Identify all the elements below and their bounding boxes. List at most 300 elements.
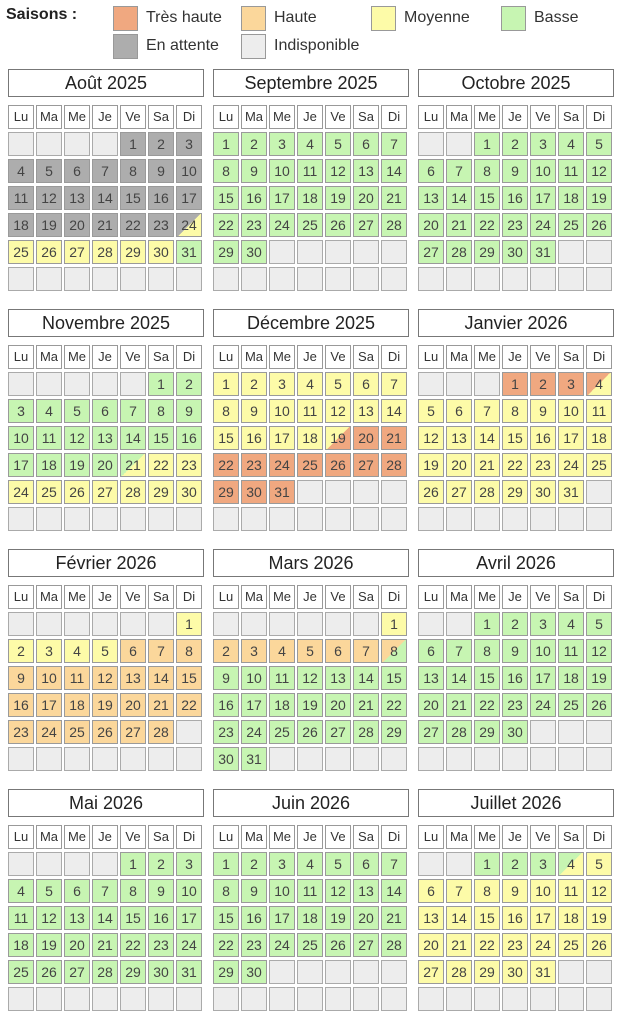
day-cell[interactable]: 26 xyxy=(64,480,90,504)
day-cell[interactable]: 16 xyxy=(530,426,556,450)
day-cell[interactable]: 28 xyxy=(120,480,146,504)
day-cell[interactable]: 20 xyxy=(353,186,379,210)
day-cell[interactable]: 18 xyxy=(297,426,323,450)
day-cell[interactable]: 6 xyxy=(353,132,379,156)
day-cell[interactable]: 14 xyxy=(381,399,407,423)
day-cell[interactable]: 8 xyxy=(381,639,407,663)
day-cell[interactable]: 11 xyxy=(586,399,612,423)
day-cell[interactable]: 16 xyxy=(8,693,34,717)
day-cell[interactable]: 29 xyxy=(213,960,239,984)
day-cell[interactable]: 14 xyxy=(353,666,379,690)
day-cell[interactable]: 17 xyxy=(269,186,295,210)
day-cell[interactable]: 24 xyxy=(530,693,556,717)
day-cell[interactable]: 25 xyxy=(297,453,323,477)
day-cell[interactable]: 2 xyxy=(502,612,528,636)
day-cell[interactable]: 26 xyxy=(586,213,612,237)
day-cell[interactable]: 19 xyxy=(36,213,62,237)
day-cell[interactable]: 26 xyxy=(36,240,62,264)
day-cell[interactable]: 16 xyxy=(241,906,267,930)
day-cell[interactable]: 23 xyxy=(241,453,267,477)
day-cell[interactable]: 11 xyxy=(558,879,584,903)
day-cell[interactable]: 28 xyxy=(446,240,472,264)
day-cell[interactable]: 5 xyxy=(586,852,612,876)
day-cell[interactable]: 9 xyxy=(502,159,528,183)
day-cell[interactable]: 8 xyxy=(148,399,174,423)
day-cell[interactable]: 29 xyxy=(502,480,528,504)
day-cell[interactable]: 19 xyxy=(418,453,444,477)
day-cell[interactable]: 2 xyxy=(8,639,34,663)
day-cell[interactable]: 17 xyxy=(36,693,62,717)
day-cell[interactable]: 14 xyxy=(120,426,146,450)
day-cell[interactable]: 7 xyxy=(446,879,472,903)
day-cell[interactable]: 13 xyxy=(120,666,146,690)
day-cell[interactable]: 25 xyxy=(586,453,612,477)
day-cell[interactable]: 15 xyxy=(120,906,146,930)
day-cell[interactable]: 10 xyxy=(176,879,202,903)
day-cell[interactable]: 10 xyxy=(36,666,62,690)
day-cell[interactable]: 24 xyxy=(530,933,556,957)
day-cell[interactable]: 25 xyxy=(297,213,323,237)
day-cell[interactable]: 1 xyxy=(474,612,500,636)
day-cell[interactable]: 17 xyxy=(530,666,556,690)
day-cell[interactable]: 22 xyxy=(474,933,500,957)
day-cell[interactable]: 27 xyxy=(120,720,146,744)
day-cell[interactable]: 25 xyxy=(64,720,90,744)
day-cell[interactable]: 14 xyxy=(381,879,407,903)
day-cell[interactable]: 29 xyxy=(120,960,146,984)
day-cell[interactable]: 16 xyxy=(241,426,267,450)
day-cell[interactable]: 15 xyxy=(213,186,239,210)
day-cell[interactable]: 12 xyxy=(325,879,351,903)
day-cell[interactable]: 24 xyxy=(269,933,295,957)
day-cell[interactable]: 10 xyxy=(530,159,556,183)
day-cell[interactable]: 13 xyxy=(418,666,444,690)
day-cell[interactable]: 2 xyxy=(176,372,202,396)
day-cell[interactable]: 19 xyxy=(325,426,351,450)
day-cell[interactable]: 1 xyxy=(474,132,500,156)
day-cell[interactable]: 1 xyxy=(176,612,202,636)
day-cell[interactable]: 22 xyxy=(148,453,174,477)
day-cell[interactable]: 13 xyxy=(418,186,444,210)
day-cell[interactable]: 23 xyxy=(148,213,174,237)
day-cell[interactable]: 30 xyxy=(530,480,556,504)
day-cell[interactable]: 11 xyxy=(64,666,90,690)
day-cell[interactable]: 24 xyxy=(241,720,267,744)
day-cell[interactable]: 12 xyxy=(586,879,612,903)
day-cell[interactable]: 30 xyxy=(213,747,239,771)
day-cell[interactable]: 20 xyxy=(446,453,472,477)
day-cell[interactable]: 22 xyxy=(213,213,239,237)
day-cell[interactable]: 5 xyxy=(325,132,351,156)
day-cell[interactable]: 28 xyxy=(474,480,500,504)
day-cell[interactable]: 3 xyxy=(269,132,295,156)
day-cell[interactable]: 3 xyxy=(36,639,62,663)
day-cell[interactable]: 10 xyxy=(269,159,295,183)
day-cell[interactable]: 20 xyxy=(64,933,90,957)
day-cell[interactable]: 17 xyxy=(241,693,267,717)
day-cell[interactable]: 13 xyxy=(446,426,472,450)
day-cell[interactable]: 4 xyxy=(269,639,295,663)
day-cell[interactable]: 3 xyxy=(530,612,556,636)
day-cell[interactable]: 24 xyxy=(8,480,34,504)
day-cell[interactable]: 9 xyxy=(148,159,174,183)
day-cell[interactable]: 9 xyxy=(176,399,202,423)
day-cell[interactable]: 11 xyxy=(297,879,323,903)
day-cell[interactable]: 8 xyxy=(176,639,202,663)
day-cell[interactable]: 15 xyxy=(176,666,202,690)
day-cell[interactable]: 26 xyxy=(325,933,351,957)
day-cell[interactable]: 4 xyxy=(297,372,323,396)
day-cell[interactable]: 18 xyxy=(297,906,323,930)
day-cell[interactable]: 22 xyxy=(120,933,146,957)
day-cell[interactable]: 5 xyxy=(586,612,612,636)
day-cell[interactable]: 6 xyxy=(418,639,444,663)
day-cell[interactable]: 5 xyxy=(325,372,351,396)
day-cell[interactable]: 2 xyxy=(148,852,174,876)
day-cell[interactable]: 4 xyxy=(36,399,62,423)
day-cell[interactable]: 16 xyxy=(176,426,202,450)
day-cell[interactable]: 7 xyxy=(353,639,379,663)
day-cell[interactable]: 17 xyxy=(176,906,202,930)
day-cell[interactable]: 11 xyxy=(297,159,323,183)
day-cell[interactable]: 29 xyxy=(213,480,239,504)
day-cell[interactable]: 24 xyxy=(176,933,202,957)
day-cell[interactable]: 24 xyxy=(530,213,556,237)
day-cell[interactable]: 31 xyxy=(176,240,202,264)
day-cell[interactable]: 19 xyxy=(325,906,351,930)
day-cell[interactable]: 28 xyxy=(446,960,472,984)
day-cell[interactable]: 6 xyxy=(325,639,351,663)
day-cell[interactable]: 12 xyxy=(64,426,90,450)
day-cell[interactable]: 28 xyxy=(92,240,118,264)
day-cell[interactable]: 15 xyxy=(213,426,239,450)
day-cell[interactable]: 20 xyxy=(418,933,444,957)
day-cell[interactable]: 2 xyxy=(213,639,239,663)
day-cell[interactable]: 17 xyxy=(176,186,202,210)
day-cell[interactable]: 22 xyxy=(120,213,146,237)
day-cell[interactable]: 1 xyxy=(213,132,239,156)
day-cell[interactable]: 19 xyxy=(36,933,62,957)
day-cell[interactable]: 10 xyxy=(530,639,556,663)
day-cell[interactable]: 6 xyxy=(64,159,90,183)
day-cell[interactable]: 27 xyxy=(325,720,351,744)
day-cell[interactable]: 21 xyxy=(381,186,407,210)
day-cell[interactable]: 7 xyxy=(446,159,472,183)
day-cell[interactable]: 7 xyxy=(381,132,407,156)
day-cell[interactable]: 18 xyxy=(586,426,612,450)
day-cell[interactable]: 23 xyxy=(176,453,202,477)
day-cell[interactable]: 12 xyxy=(36,906,62,930)
day-cell[interactable]: 27 xyxy=(418,240,444,264)
day-cell[interactable]: 27 xyxy=(418,720,444,744)
day-cell[interactable]: 18 xyxy=(297,186,323,210)
day-cell[interactable]: 9 xyxy=(241,159,267,183)
day-cell[interactable]: 6 xyxy=(120,639,146,663)
day-cell[interactable]: 6 xyxy=(446,399,472,423)
day-cell[interactable]: 18 xyxy=(36,453,62,477)
day-cell[interactable]: 26 xyxy=(586,693,612,717)
day-cell[interactable]: 27 xyxy=(353,453,379,477)
day-cell[interactable]: 1 xyxy=(120,852,146,876)
day-cell[interactable]: 22 xyxy=(474,213,500,237)
day-cell[interactable]: 14 xyxy=(446,666,472,690)
day-cell[interactable]: 24 xyxy=(36,720,62,744)
day-cell[interactable]: 2 xyxy=(502,852,528,876)
day-cell[interactable]: 18 xyxy=(558,666,584,690)
day-cell[interactable]: 25 xyxy=(269,720,295,744)
day-cell[interactable]: 25 xyxy=(558,693,584,717)
day-cell[interactable]: 20 xyxy=(353,906,379,930)
day-cell[interactable]: 20 xyxy=(325,693,351,717)
day-cell[interactable]: 6 xyxy=(418,159,444,183)
day-cell[interactable]: 20 xyxy=(353,426,379,450)
day-cell[interactable]: 11 xyxy=(269,666,295,690)
day-cell[interactable]: 19 xyxy=(325,186,351,210)
day-cell[interactable]: 9 xyxy=(148,879,174,903)
day-cell[interactable]: 27 xyxy=(64,240,90,264)
day-cell[interactable]: 8 xyxy=(213,159,239,183)
day-cell[interactable]: 29 xyxy=(474,960,500,984)
day-cell[interactable]: 4 xyxy=(8,159,34,183)
day-cell[interactable]: 21 xyxy=(381,426,407,450)
day-cell[interactable]: 7 xyxy=(92,159,118,183)
day-cell[interactable]: 8 xyxy=(502,399,528,423)
day-cell[interactable]: 22 xyxy=(213,453,239,477)
day-cell[interactable]: 11 xyxy=(558,639,584,663)
day-cell[interactable]: 13 xyxy=(353,879,379,903)
day-cell[interactable]: 30 xyxy=(241,240,267,264)
day-cell[interactable]: 1 xyxy=(148,372,174,396)
day-cell[interactable]: 19 xyxy=(586,666,612,690)
day-cell[interactable]: 12 xyxy=(586,639,612,663)
day-cell[interactable]: 27 xyxy=(64,960,90,984)
day-cell[interactable]: 16 xyxy=(502,186,528,210)
day-cell[interactable]: 6 xyxy=(92,399,118,423)
day-cell[interactable]: 2 xyxy=(148,132,174,156)
day-cell[interactable]: 18 xyxy=(269,693,295,717)
day-cell[interactable]: 8 xyxy=(213,399,239,423)
day-cell[interactable]: 26 xyxy=(36,960,62,984)
day-cell[interactable]: 22 xyxy=(176,693,202,717)
day-cell[interactable]: 22 xyxy=(474,693,500,717)
day-cell[interactable]: 15 xyxy=(474,906,500,930)
day-cell[interactable]: 23 xyxy=(148,933,174,957)
day-cell[interactable]: 9 xyxy=(502,639,528,663)
day-cell[interactable]: 25 xyxy=(297,933,323,957)
day-cell[interactable]: 11 xyxy=(36,426,62,450)
day-cell[interactable]: 8 xyxy=(474,159,500,183)
day-cell[interactable]: 29 xyxy=(120,240,146,264)
day-cell[interactable]: 31 xyxy=(530,240,556,264)
day-cell[interactable]: 10 xyxy=(269,399,295,423)
day-cell[interactable]: 7 xyxy=(381,852,407,876)
day-cell[interactable]: 15 xyxy=(381,666,407,690)
day-cell[interactable]: 24 xyxy=(269,453,295,477)
day-cell[interactable]: 30 xyxy=(241,960,267,984)
day-cell[interactable]: 13 xyxy=(92,426,118,450)
day-cell[interactable]: 4 xyxy=(558,612,584,636)
day-cell[interactable]: 4 xyxy=(297,852,323,876)
day-cell[interactable]: 3 xyxy=(269,852,295,876)
day-cell[interactable]: 10 xyxy=(241,666,267,690)
day-cell[interactable]: 25 xyxy=(36,480,62,504)
day-cell[interactable]: 21 xyxy=(446,933,472,957)
day-cell[interactable]: 14 xyxy=(92,186,118,210)
day-cell[interactable]: 7 xyxy=(148,639,174,663)
day-cell[interactable]: 31 xyxy=(269,480,295,504)
day-cell[interactable]: 10 xyxy=(558,399,584,423)
day-cell[interactable]: 31 xyxy=(558,480,584,504)
day-cell[interactable]: 15 xyxy=(120,186,146,210)
day-cell[interactable]: 5 xyxy=(64,399,90,423)
day-cell[interactable]: 27 xyxy=(446,480,472,504)
day-cell[interactable]: 17 xyxy=(269,426,295,450)
day-cell[interactable]: 12 xyxy=(297,666,323,690)
day-cell[interactable]: 17 xyxy=(558,426,584,450)
day-cell[interactable]: 31 xyxy=(241,747,267,771)
day-cell[interactable]: 30 xyxy=(241,480,267,504)
day-cell[interactable]: 6 xyxy=(64,879,90,903)
day-cell[interactable]: 24 xyxy=(558,453,584,477)
day-cell[interactable]: 14 xyxy=(446,906,472,930)
day-cell[interactable]: 13 xyxy=(64,186,90,210)
day-cell[interactable]: 8 xyxy=(213,879,239,903)
day-cell[interactable]: 11 xyxy=(8,186,34,210)
day-cell[interactable]: 8 xyxy=(120,159,146,183)
day-cell[interactable]: 5 xyxy=(36,159,62,183)
day-cell[interactable]: 16 xyxy=(148,186,174,210)
day-cell[interactable]: 21 xyxy=(353,693,379,717)
day-cell[interactable]: 20 xyxy=(120,693,146,717)
day-cell[interactable]: 6 xyxy=(353,852,379,876)
day-cell[interactable]: 7 xyxy=(120,399,146,423)
day-cell[interactable]: 23 xyxy=(241,933,267,957)
day-cell[interactable]: 19 xyxy=(586,186,612,210)
day-cell[interactable]: 31 xyxy=(530,960,556,984)
day-cell[interactable]: 13 xyxy=(418,906,444,930)
day-cell[interactable]: 7 xyxy=(381,372,407,396)
day-cell[interactable]: 21 xyxy=(446,213,472,237)
day-cell[interactable]: 22 xyxy=(502,453,528,477)
day-cell[interactable]: 26 xyxy=(92,720,118,744)
day-cell[interactable]: 12 xyxy=(325,159,351,183)
day-cell[interactable]: 1 xyxy=(381,612,407,636)
day-cell[interactable]: 1 xyxy=(213,852,239,876)
day-cell[interactable]: 7 xyxy=(92,879,118,903)
day-cell[interactable]: 9 xyxy=(241,879,267,903)
day-cell[interactable]: 27 xyxy=(353,213,379,237)
day-cell[interactable]: 23 xyxy=(502,933,528,957)
day-cell[interactable]: 11 xyxy=(558,159,584,183)
day-cell[interactable]: 9 xyxy=(8,666,34,690)
day-cell[interactable]: 15 xyxy=(502,426,528,450)
day-cell[interactable]: 25 xyxy=(8,960,34,984)
day-cell[interactable]: 31 xyxy=(176,960,202,984)
day-cell[interactable]: 12 xyxy=(92,666,118,690)
day-cell[interactable]: 30 xyxy=(502,960,528,984)
day-cell[interactable]: 16 xyxy=(502,666,528,690)
day-cell[interactable]: 14 xyxy=(148,666,174,690)
day-cell[interactable]: 29 xyxy=(148,480,174,504)
day-cell[interactable]: 4 xyxy=(64,639,90,663)
day-cell[interactable]: 21 xyxy=(92,933,118,957)
day-cell[interactable]: 25 xyxy=(558,933,584,957)
day-cell[interactable]: 15 xyxy=(474,186,500,210)
day-cell[interactable]: 16 xyxy=(213,693,239,717)
day-cell[interactable]: 3 xyxy=(241,639,267,663)
day-cell[interactable]: 30 xyxy=(176,480,202,504)
day-cell[interactable]: 5 xyxy=(418,399,444,423)
day-cell[interactable]: 2 xyxy=(241,132,267,156)
day-cell[interactable]: 8 xyxy=(474,879,500,903)
day-cell[interactable]: 11 xyxy=(8,906,34,930)
day-cell[interactable]: 21 xyxy=(120,453,146,477)
day-cell[interactable]: 3 xyxy=(8,399,34,423)
day-cell[interactable]: 24 xyxy=(176,213,202,237)
day-cell[interactable]: 10 xyxy=(8,426,34,450)
day-cell[interactable]: 28 xyxy=(148,720,174,744)
day-cell[interactable]: 23 xyxy=(502,213,528,237)
day-cell[interactable]: 13 xyxy=(353,159,379,183)
day-cell[interactable]: 19 xyxy=(64,453,90,477)
day-cell[interactable]: 16 xyxy=(502,906,528,930)
day-cell[interactable]: 17 xyxy=(530,906,556,930)
day-cell[interactable]: 3 xyxy=(269,372,295,396)
day-cell[interactable]: 26 xyxy=(586,933,612,957)
day-cell[interactable]: 1 xyxy=(474,852,500,876)
day-cell[interactable]: 23 xyxy=(213,720,239,744)
day-cell[interactable]: 13 xyxy=(325,666,351,690)
day-cell[interactable]: 29 xyxy=(474,240,500,264)
day-cell[interactable]: 7 xyxy=(446,639,472,663)
day-cell[interactable]: 25 xyxy=(8,240,34,264)
day-cell[interactable]: 14 xyxy=(92,906,118,930)
day-cell[interactable]: 26 xyxy=(297,720,323,744)
day-cell[interactable]: 5 xyxy=(297,639,323,663)
day-cell[interactable]: 9 xyxy=(502,879,528,903)
day-cell[interactable]: 14 xyxy=(474,426,500,450)
day-cell[interactable]: 15 xyxy=(148,426,174,450)
day-cell[interactable]: 26 xyxy=(325,213,351,237)
day-cell[interactable]: 5 xyxy=(92,639,118,663)
day-cell[interactable]: 14 xyxy=(446,186,472,210)
day-cell[interactable]: 16 xyxy=(148,906,174,930)
day-cell[interactable]: 30 xyxy=(148,240,174,264)
day-cell[interactable]: 13 xyxy=(353,399,379,423)
day-cell[interactable]: 3 xyxy=(176,132,202,156)
day-cell[interactable]: 23 xyxy=(502,693,528,717)
day-cell[interactable]: 18 xyxy=(64,693,90,717)
day-cell[interactable]: 17 xyxy=(269,906,295,930)
day-cell[interactable]: 21 xyxy=(446,693,472,717)
day-cell[interactable]: 6 xyxy=(418,879,444,903)
day-cell[interactable]: 25 xyxy=(558,213,584,237)
day-cell[interactable]: 20 xyxy=(418,693,444,717)
day-cell[interactable]: 9 xyxy=(241,399,267,423)
day-cell[interactable]: 3 xyxy=(530,132,556,156)
day-cell[interactable]: 3 xyxy=(176,852,202,876)
day-cell[interactable]: 28 xyxy=(92,960,118,984)
day-cell[interactable]: 26 xyxy=(418,480,444,504)
day-cell[interactable]: 9 xyxy=(530,399,556,423)
day-cell[interactable]: 12 xyxy=(36,186,62,210)
day-cell[interactable]: 5 xyxy=(36,879,62,903)
day-cell[interactable]: 17 xyxy=(8,453,34,477)
day-cell[interactable]: 4 xyxy=(297,132,323,156)
day-cell[interactable]: 23 xyxy=(241,213,267,237)
day-cell[interactable]: 1 xyxy=(120,132,146,156)
day-cell[interactable]: 28 xyxy=(381,453,407,477)
